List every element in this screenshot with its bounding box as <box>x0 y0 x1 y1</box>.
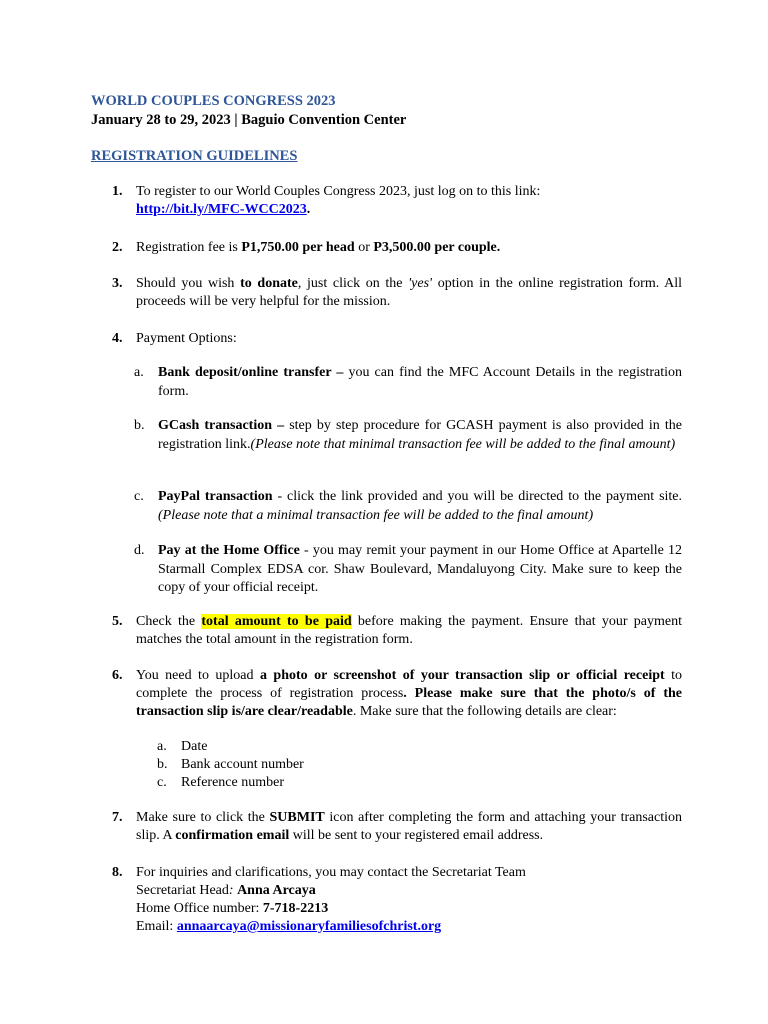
guideline-item-6 <box>112 667 682 721</box>
item-text: , just click on the <box>297 276 409 291</box>
yes-option: 'yes' <box>408 276 433 291</box>
bold-text: a photo or screenshot of your transaction slip or official receipt <box>259 668 665 683</box>
registration-link[interactable]: http://bit.ly/MFC-WCC2023 <box>136 202 307 217</box>
list-text: Bank account number <box>181 757 304 772</box>
section-heading: REGISTRATION GUIDELINES <box>91 148 298 164</box>
item-text: Payment Options: <box>136 331 237 346</box>
email-link[interactable]: annaarcaya@missionaryfamiliesofchrist.org <box>176 919 442 934</box>
item-text: You need to upload <box>136 668 260 683</box>
bold-text: SUBMIT <box>269 810 325 825</box>
item-text: will be sent to your registered email address. <box>289 828 544 843</box>
list-item <box>157 738 304 756</box>
list-text: Date <box>181 739 208 754</box>
list-letter: c. <box>157 775 167 790</box>
option-text: step by step procedure for GCASH payment is also provided in the registration link. <box>158 418 682 452</box>
guideline-item-2 <box>112 239 682 257</box>
phone-number: 7-718-2213 <box>262 901 329 916</box>
option-letter: d. <box>134 543 145 558</box>
details-list <box>157 738 304 792</box>
option-title: GCash transaction – <box>158 418 285 433</box>
contact-label: Home Office number: <box>136 901 263 916</box>
item-number: 1. <box>112 184 123 199</box>
item-text: Registration fee is <box>136 240 242 255</box>
item-number: 7. <box>112 810 123 825</box>
contact-label: Email: <box>136 919 177 934</box>
guideline-item-5 <box>112 613 682 649</box>
option-text: - you may remit your payment in our Home Office at Apartelle 12 Starmall Complex EDSA cor. Shaw Boulevard, Mandaluyong City. Make sure to keep the copy of your official receipt. <box>158 543 682 595</box>
item-text: before making the payment. Ensure that your payment matches the total amount in the registration form. <box>136 614 683 647</box>
item-number: 4. <box>112 331 123 346</box>
contact-sep: : <box>228 883 238 898</box>
option-title: PayPal transaction <box>158 489 273 504</box>
item-text: Check the <box>136 614 202 629</box>
item-number: 8. <box>112 865 123 880</box>
option-note: (Please note that a minimal transaction fee will be added to the final amount) <box>158 507 594 523</box>
option-letter: a. <box>134 365 144 380</box>
bold-text: confirmation email <box>175 828 290 843</box>
payment-option-d <box>134 542 682 598</box>
item-text: or <box>354 240 374 255</box>
option-note: (Please note that minimal transaction fee will be added to the final amount) <box>250 436 676 452</box>
item-text: . Make sure that the following details are clear: <box>352 704 617 719</box>
donate-text: to donate <box>240 276 298 291</box>
guideline-item-8 <box>112 864 682 936</box>
guideline-item-4 <box>112 330 682 348</box>
item-text: For inquiries and clarifications, you may contact the Secretariat Team <box>136 865 526 880</box>
option-text: you can find the MFC Account Details in the registration form. <box>158 365 682 399</box>
payment-option-b <box>134 417 682 454</box>
item-text: Make sure to click the <box>136 810 270 825</box>
option-title: Bank deposit/online transfer – <box>158 365 344 380</box>
item-number: 5. <box>112 614 123 629</box>
item-number: 3. <box>112 276 123 291</box>
payment-option-c <box>134 488 682 525</box>
list-text: Reference number <box>181 775 284 790</box>
item-number: 2. <box>112 240 123 255</box>
item-text: . <box>306 202 311 217</box>
fee-per-couple: P3,500.00 per couple. <box>373 240 501 255</box>
guideline-item-1 <box>112 183 682 219</box>
contact-label: Secretariat Head <box>136 883 229 898</box>
option-text: - click the link provided and you will be directed to the payment site. <box>272 489 683 504</box>
option-title: Pay at the Home Office <box>158 543 300 558</box>
fee-per-head: P1,750.00 per head <box>241 240 355 255</box>
payment-option-a <box>134 364 682 401</box>
highlighted-text: total amount to be paid <box>201 614 352 629</box>
option-letter: c. <box>134 489 144 504</box>
item-text: option in the online registration form. All proceeds will be very helpful for the mission. <box>136 276 682 309</box>
list-item <box>157 756 304 774</box>
item-text: To register to our World Couples Congress 2023, just log on to this link: <box>136 184 541 199</box>
guideline-item-3 <box>112 275 682 311</box>
bold-text: . Please make sure that the photo/s of the transaction slip is/are clear/readable <box>136 686 682 719</box>
guideline-item-7 <box>112 809 682 845</box>
item-text: icon after completing the form and attaching your transaction slip. A <box>136 810 683 843</box>
event-title: WORLD COUPLES CONGRESS 2023 <box>91 93 336 109</box>
event-date-venue: January 28 to 29, 2023 | Baguio Convention Center <box>91 112 407 128</box>
option-letter: b. <box>134 418 145 433</box>
list-item <box>157 774 304 792</box>
item-text: Should you wish <box>136 276 241 291</box>
item-text: to complete the process of registration process <box>136 668 683 701</box>
list-letter: b. <box>157 757 168 772</box>
list-letter: a. <box>157 739 167 754</box>
item-number: 6. <box>112 668 123 683</box>
contact-name: Anna Arcaya <box>237 883 316 898</box>
